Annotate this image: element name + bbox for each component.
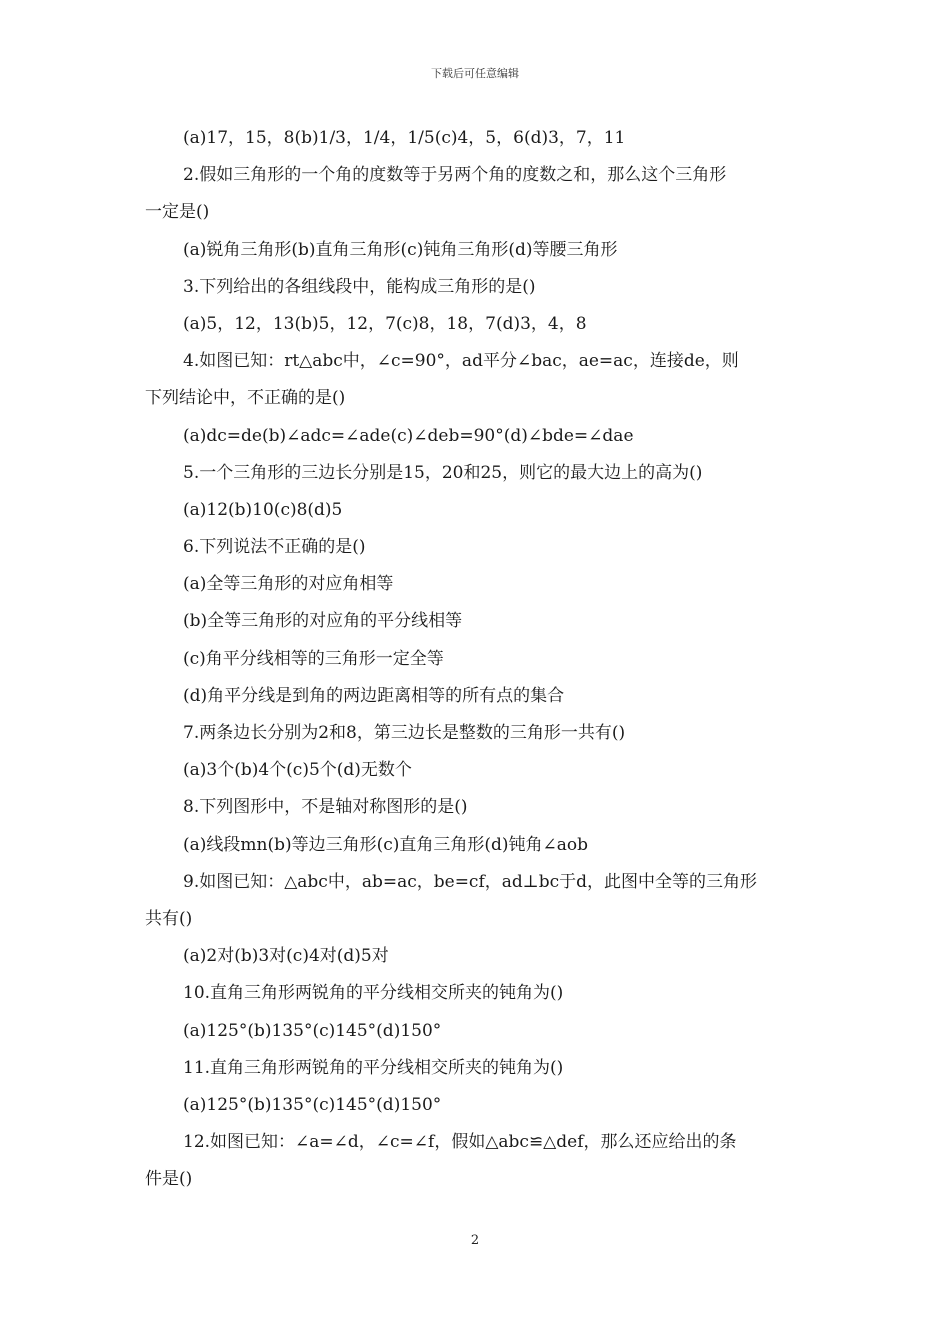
document-body — [145, 120, 810, 1198]
text-line: 7.两条边长分别为2和8，第三边长是整数的三角形一共有() — [183, 723, 626, 743]
text-line: (a)3个(b)4个(c)5个(d)无数个 — [183, 760, 412, 781]
text-line: 3.下列给出的各组线段中，能构成三角形的是() — [183, 276, 536, 297]
text-line: 10.直角三角形两锐角的平分线相交所夹的钝角为() — [183, 983, 564, 1004]
text-line: 5.一个三角形的三边长分别是15，20和25，则它的最大边上的高为() — [183, 462, 703, 483]
text-line: 6.下列说法不正确的是() — [183, 537, 366, 558]
text-line: (b)全等三角形的对应角的平分线相等 — [183, 611, 463, 632]
text-line: (a)5，12，13(b)5，12，7(c)8，18，7(d)3，4，8 — [183, 313, 587, 334]
text-line: 4.如图已知：rt△abc中，∠c=90°，ad平分∠bac，ae=ac，连接de，则 — [183, 351, 739, 372]
text-line: (a)2对(b)3对(c)4对(d)5对 — [183, 946, 389, 967]
text-line: (a)dc=de(b)∠adc=∠ade(c)∠deb=90°(d)∠bde=∠dae — [183, 425, 634, 446]
text-line: (c)角平分线相等的三角形一定全等 — [183, 648, 444, 669]
page-header: 下载后可任意编辑 — [431, 67, 519, 80]
text-line: (a)125°(b)135°(c)145°(d)150° — [183, 1020, 442, 1041]
text-line: 8.下列图形中，不是轴对称图形的是() — [183, 797, 468, 818]
text-line: 11.直角三角形两锐角的平分线相交所夹的钝角为() — [183, 1057, 564, 1078]
text-line: 下列结论中，不正确的是() — [145, 388, 346, 409]
text-line: 一定是() — [145, 202, 210, 223]
text-line: 2.假如三角形的一个角的度数等于另两个角的度数之和，那么这个三角形 — [183, 165, 727, 186]
text-line: 12.如图已知：∠a=∠d，∠c=∠f，假如△abc≌△def，那么还应给出的条 — [183, 1132, 737, 1153]
text-line: (a)锐角三角形(b)直角三角形(c)钝角三角形(d)等腰三角形 — [183, 239, 618, 260]
text-line: 共有() — [145, 908, 193, 929]
text-line: (a)12(b)10(c)8(d)5 — [183, 499, 343, 520]
page-number: 2 — [470, 1233, 480, 1248]
text-line: (a)17，15，8(b)1/3，1/4，1/5(c)4，5，6(d)3，7，11 — [183, 128, 626, 148]
text-line: (d)角平分线是到角的两边距离相等的所有点的集合 — [183, 685, 565, 706]
text-line: 9.如图已知：△abc中，ab=ac，be=cf，ad⊥bc于d，此图中全等的三角形 — [183, 871, 758, 892]
text-line: 件是() — [145, 1169, 193, 1190]
text-line: (a)全等三角形的对应角相等 — [183, 574, 394, 595]
text-line: (a)125°(b)135°(c)145°(d)150° — [183, 1094, 442, 1115]
text-line: (a)线段mn(b)等边三角形(c)直角三角形(d)钝角∠aob — [183, 834, 589, 855]
